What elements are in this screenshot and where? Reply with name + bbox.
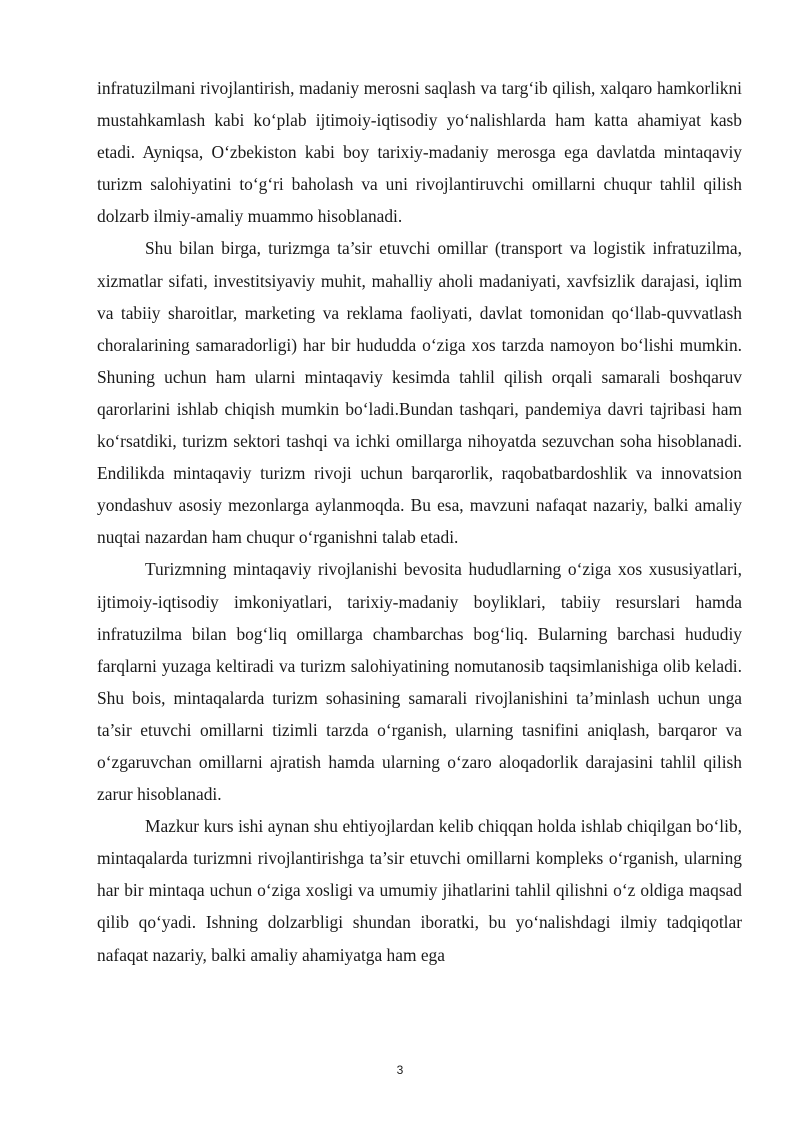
paragraph: Turizmning mintaqaviy rivojlanishi bevosita hududlarning o‘ziga xos xususiyatlari, ijtimoiy-iqtisodiy imkoniyatlari, tarixiy-madaniy boyliklari, tabiiy resurslari hamda infratuzilma bilan bog‘liq omillarga chambarchas bog‘liq. Bularning barchasi hududiy farqlarni yuzaga keltiradi va turizm salohiyatining nomutanosib taqsimlanishiga olib keladi. Shu bois, mintaqalarda turizm sohasining samarali rivojlanishini ta’minlash uchun unga ta’sir etuvchi omillarni tizimli tarzda o‘rganish, ularning tasnifini aniqlash, barqaror va o‘zgaruvchan omillarni ajratish hamda ularning o‘zaro aloqadorlik darajasini tahlil qilish zarur hisoblanadi.: [97, 559, 742, 805]
page-number: 3: [396, 1063, 404, 1077]
paragraph: Mazkur kurs ishi aynan shu ehtiyojlardan kelib chiqqan holda ishlab chiqilgan bo‘lib, mintaqalarda turizmni rivojlantirishga ta’sir etuvchi omillarni kompleks o‘rganish, ularning har bir mintaqa uchun o‘ziga xosligi va umumiy jihatlarini tahlil qilishni o‘z oldiga maqsad qilib qo‘yadi. Ishning dolzarbligi shundan iboratki, bu yo‘nalishdagi ilmiy tadqiqotlar nafaqat nazariy, balki amaliy ahamiyatga ham ega: [97, 816, 742, 965]
body-text: [97, 72, 742, 971]
paragraph: Shu bilan birga, turizmga ta’sir etuvchi omillar (transport va logistik infratuzilma, xizmatlar sifati, investitsiyaviy muhit, mahalliy aholi madaniyati, xavfsizlik darajasi, iqlim va tabiiy sharoitlar, marketing va reklama faoliyati, davlat tomonidan qo‘llab-quvvatlash choralarining samaradorligi) har bir hududda o‘ziga xos tarzda namoyon bo‘lishi mumkin. Shuning uchun ham ularni mintaqaviy kesimda tahlil qilish orqali samarali boshqaruv qarorlarini ishlab chiqish mumkin bo‘ladi.Bundan tashqari, pandemiya davri tajribasi ham ko‘rsatdiki, turizm sektori tashqi va ichki omillarga nihoyatda sezuvchan soha hisoblanadi. Endilikda mintaqaviy turizm rivoji uchun barqarorlik, raqobatbardoshlik va innovatsion yondashuv asosiy mezonlarga aylanmoqda. Bu esa, mavzuni nafaqat nazariy, balki amaliy nuqtai nazardan ham chuqur o‘rganishni talab etadi.: [97, 238, 742, 548]
paragraph-continuation: infratuzilmani rivojlantirish, madaniy merosni saqlash va targ‘ib qilish, xalqaro hamkorlikni mustahkamlash kabi ko‘plab ijtimoiy-iqtisodiy yo‘nalishlarda ham katta ahamiyat kasb etadi. Ayniqsa, O‘zbekiston kabi boy tarixiy-madaniy merosga ega davlatda mintaqaviy turizm salohiyatini to‘g‘ri baholash va uni rivojlantiruvchi omillarni chuqur tahlil qilish dolzarb ilmiy-amaliy muammo hisoblanadi.: [97, 78, 742, 227]
